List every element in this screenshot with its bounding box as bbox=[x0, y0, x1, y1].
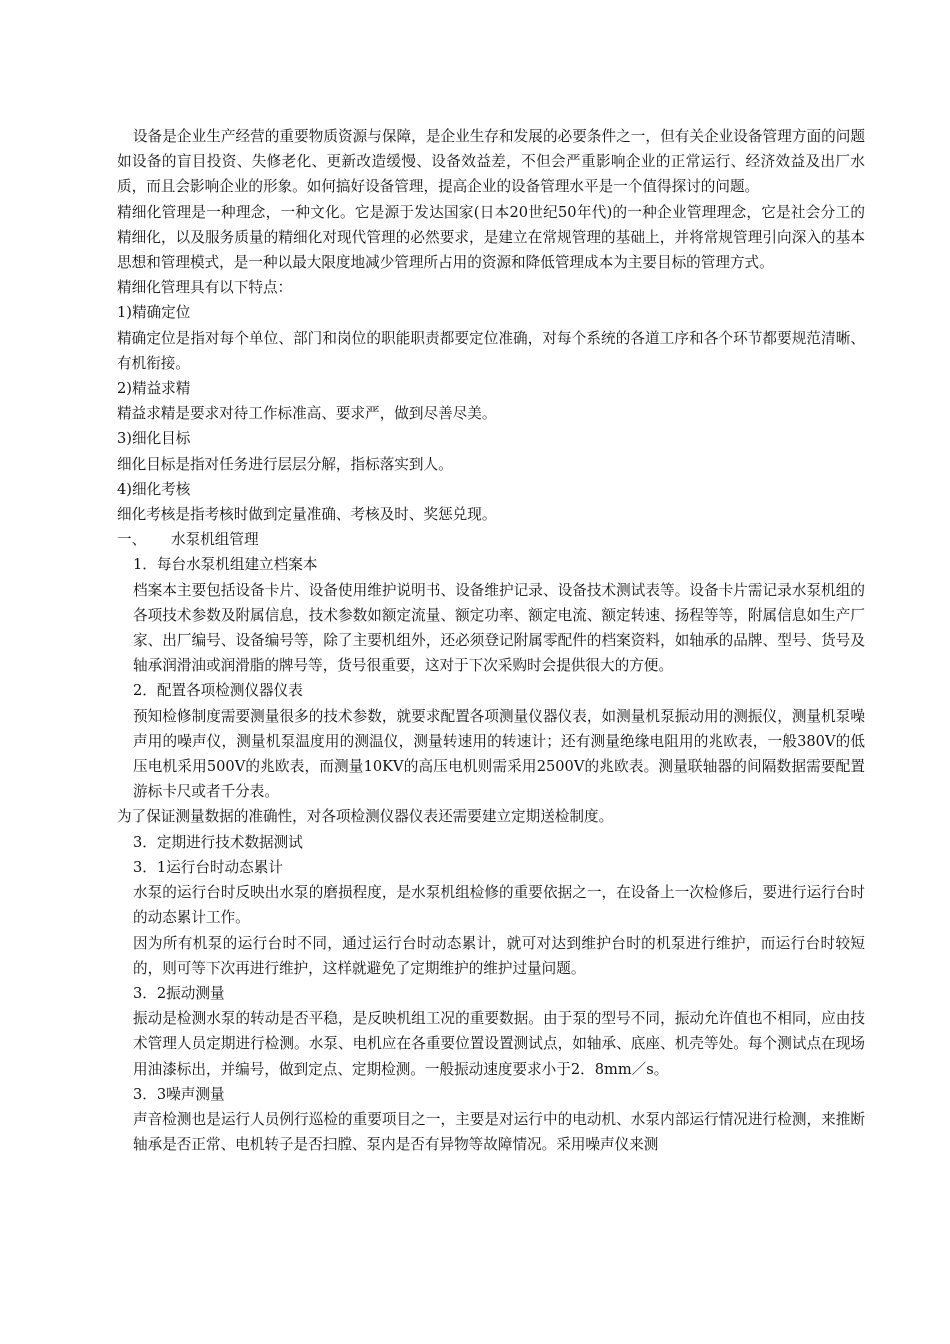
section-1-number: 一、 bbox=[117, 531, 147, 549]
section-1-heading bbox=[117, 527, 865, 552]
feature-3-body: 细化目标是指对任务进行层层分解，指标落实到人。 bbox=[117, 455, 453, 473]
subsection-2-note: 为了保证测量数据的准确性，对各项检测仪器仪表还需要建立定期送检制度。 bbox=[117, 808, 614, 826]
feature-1-title: 1)精确定位 bbox=[117, 304, 191, 322]
document-page bbox=[117, 124, 865, 1157]
section-1-title: 水泵机组管理 bbox=[171, 531, 259, 549]
feature-2-body: 精益求精是要求对待工作标准高、要求严，做到尽善尽美。 bbox=[117, 405, 497, 423]
feature-2-title: 2)精益求精 bbox=[117, 380, 191, 398]
intro-paragraph-2: 精细化管理是一种理念，一种文化。它是源于发达国家(日本20世纪50年代)的一种企业管理理念，它是社会分工的精细化，以及服务质量的精细化对现代管理的必然要求，是建立在常规管理的基础上，并将常规管理引向深入的基本思想和管理模式，是一种以最大限度地减少管理所占用的资源和降低管理成本为主要目标的管理方式。 bbox=[117, 203, 865, 272]
subsection-1-body: 档案本主要包括设备卡片、设备使用维护说明书、设备维护记录、设备技术测试表等。设备卡片需记录水泵机组的各项技术参数及附属信息，技术参数如额定流量、额定功率、额定电流、额定转速、扬程等等，附属信息如生产厂家、出厂编号、设备编号等，除了主要机组外，还必须登记附属零配件的档案资料，如轴承的品牌、型号、货号及轴承润滑油或润滑脂的牌号等，货号很重要，这对于下次采购时会提供很大的方便。 bbox=[133, 581, 865, 675]
subsection-3-1-title: 3．1运行台时动态累计 bbox=[133, 858, 283, 876]
subsection-3-3-body: 声音检测也是运行人员例行巡检的重要项目之一，主要是对运行中的电动机、水泵内部运行情况进行检测，来推断轴承是否正常、电机转子是否扫膛、泵内是否有异物等故障情况。采用噪声仪来测 bbox=[133, 1110, 865, 1154]
subsection-3-2-title: 3．2振动测量 bbox=[133, 984, 225, 1002]
feature-4-body: 细化考核是指考核时做到定量准确、考核及时、奖惩兑现。 bbox=[117, 506, 497, 524]
feature-3-title: 3)细化目标 bbox=[117, 430, 191, 448]
feature-1-body: 精确定位是指对每个单位、部门和岗位的职能职责都要定位准确，对每个系统的各道工序和各个环节都要规范清晰、有机衔接。 bbox=[117, 329, 865, 372]
intro-paragraph-3: 精细化管理具有以下特点： bbox=[117, 279, 293, 297]
subsection-3-title: 3．定期进行技术数据测试 bbox=[133, 833, 303, 851]
subsection-2-body: 预知检修制度需要测量很多的技术参数，就要求配置各项测量仪器仪表，如测量机泵振动用的测振仪，测量机泵噪声用的噪声仪，测量机泵温度用的测温仪，测量转速用的转速计；还有测量绝缘电阻用的兆欧表，一般380V的低压电机采用500V的兆欧表，而测量10KV的高压电机则需采用2500V的兆欧表。测量联轴器的间隔数据需要配置游标卡尺或者千分表。 bbox=[133, 707, 865, 801]
subsection-3-1-body-2: 因为所有机泵的运行台时不同，通过运行台时动态累计，就可对达到维护台时的机泵进行维护，而运行台时较短的，则可等下次再进行维护，这样就避免了定期维护的维护过量问题。 bbox=[133, 934, 865, 977]
subsection-3-2-body: 振动是检测水泵的转动是否平稳，是反映机组工况的重要数据。由于泵的型号不同，振动允许值也不相同，应由技术管理人员定期进行检测。水泵、电机应在各重要位置设置测试点，如轴承、底座、机壳等处。每个测试点在现场用油漆标出，并编号，做到定点、定期检测。一般振动速度要求小于2．8mm／s。 bbox=[133, 1010, 865, 1078]
subsection-2-title: 2．配置各项检测仪器仪表 bbox=[133, 682, 303, 700]
subsection-3-1-body-1: 水泵的运行台时反映出水泵的磨损程度，是水泵机组检修的重要依据之一，在设备上一次检修后，要进行运行台时的动态累计工作。 bbox=[133, 884, 865, 927]
subsection-3-3-title: 3．3噪声测量 bbox=[133, 1085, 225, 1103]
intro-paragraph-1: 设备是企业生产经营的重要物质资源与保障，是企业生存和发展的必要条件之一，但有关企业设备管理方面的问题如设备的盲目投资、失修老化、更新改造缓慢、设备效益差，不但会严重影响企业的正常运行、经济效益及出厂水质，而且会影响企业的形象。如何搞好设备管理，提高企业的设备管理水平是一个值得探讨的问题。 bbox=[117, 128, 865, 196]
feature-4-title: 4)细化考核 bbox=[117, 480, 191, 498]
subsection-1-title: 1．每台水泵机组建立档案本 bbox=[133, 556, 318, 574]
